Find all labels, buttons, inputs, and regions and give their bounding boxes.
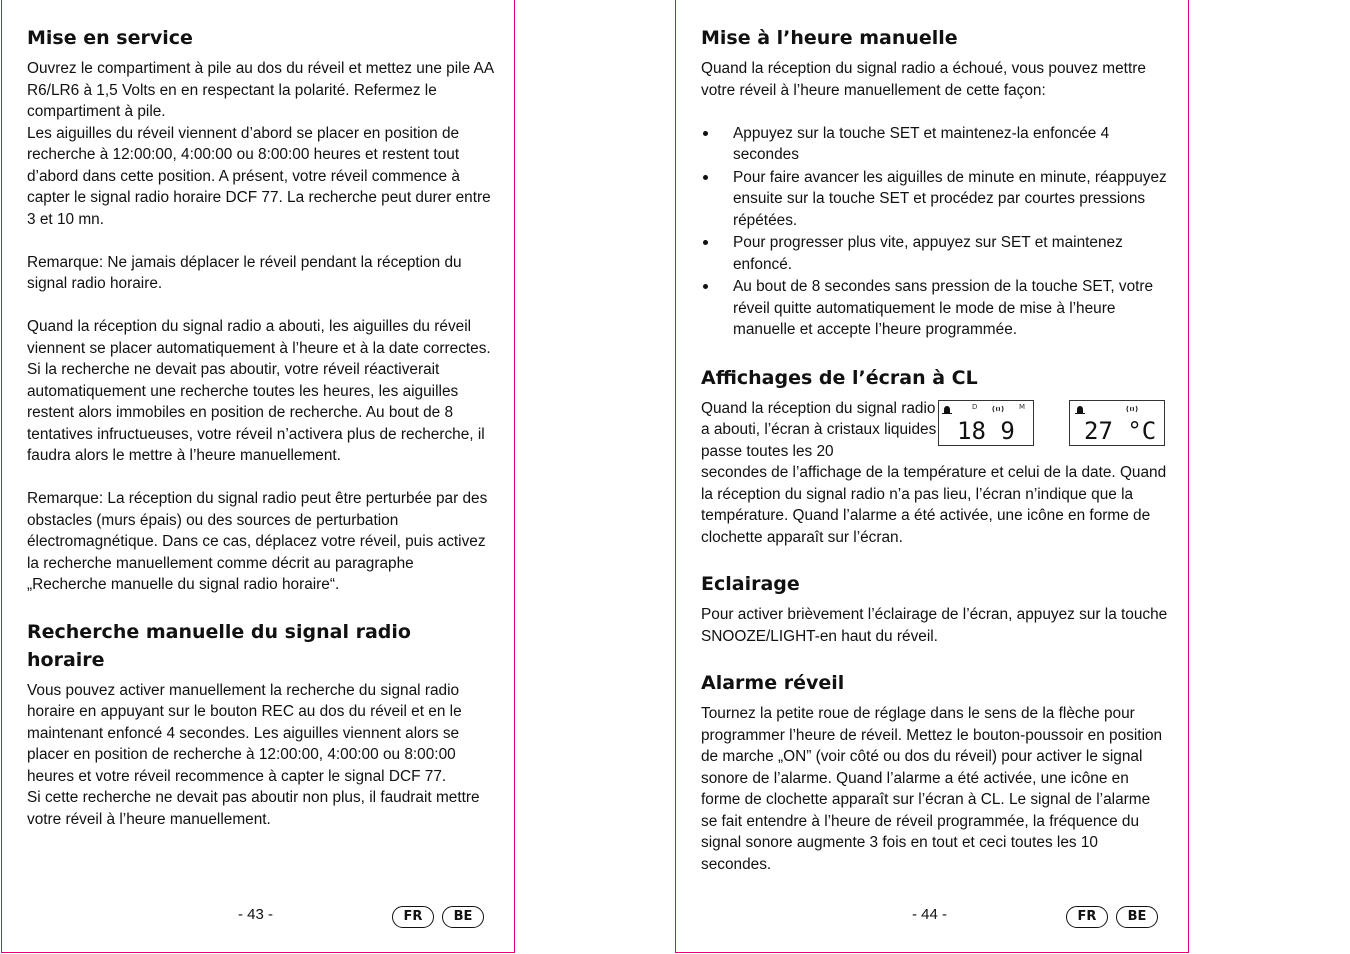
page-right [675, 0, 1189, 953]
paragraph: Si cette recherche ne devait pas aboutir non plus, il faudrait mettre votre réveil à l’heure manuellement. [27, 789, 480, 828]
list-item: Au bout de 8 secondes sans pression de la touche SET, votre réveil quitte automatiquement le mode de mise à l’heure manuelle et accepte l’heure programmée. [701, 276, 1169, 341]
bell-icon [942, 406, 952, 414]
heading-mise-a-l-heure: Mise à l’heure manuelle [701, 27, 958, 49]
lcd-label-d: D [972, 402, 978, 411]
paragraph: Ouvrez le compartiment à pile au dos du réveil et mettez une pile AA R6/LR6 à 1,5 Volts en en respectant la polarité. Refermez le compartiment à pile. [27, 60, 494, 120]
language-badge-fr: FR [1066, 906, 1108, 928]
lcd-section [701, 398, 1169, 463]
bullet-icon [703, 284, 708, 289]
paragraph: Les aiguilles du réveil viennent d’abord se placer en position de recherche à 12:00:00, 4:00:00 ou 8:00:00 heures et restent tout d’abord dans cette position. A présent, votre réveil commence à capter le signal radio horaire DCF 77. La recherche peut durer entre 3 et 10 mn. [27, 124, 491, 228]
lcd-label-m: M [1019, 402, 1026, 411]
bell-icon [1075, 406, 1085, 414]
lcd-date-display [938, 400, 1034, 446]
language-badge-be: BE [1116, 906, 1158, 928]
instruction-list [701, 123, 1169, 341]
page-right-content [701, 24, 1169, 875]
paragraph: Quand la réception du signal radio a abouti, l’écran à cristaux liquides passe toutes les 20 [701, 399, 937, 460]
heading-eclairage: Eclairage [701, 573, 800, 595]
radio-signal-icon [993, 406, 1003, 412]
bullet-icon [703, 175, 708, 180]
heading-recherche-manuelle: Recherche manuelle du signal radio horaire [27, 620, 411, 671]
paragraph: Pour activer brièvement l’éclairage de l’écran, appuyez sur la touche SNOOZE/LIGHT-en haut du réveil. [701, 606, 1168, 645]
paragraph: Tournez la petite roue de réglage dans le sens de la flèche pour programmer l’heure de réveil. Mettez le bouton-poussoir en position de marche „ON” (voir côté ou dos du réveil) pour activer le signal sonore de l’alarme. Quand l’alarme a été activée, une icône en forme de clochette apparaît sur l’écran à CL. Le signal de l’alarme se fait entendre à l’heure de réveil programmée, la fréquence du signal sonore augmente 3 fois en tout et ceci toutes les 10 secondes. [701, 705, 1163, 873]
paragraph: secondes de l’affichage de la température et celui de la date. Quand la réception du signal radio n’a pas lieu, l’écran n’indique que la température. Quand l’alarme a été activée, une icône en forme de clochette apparaît sur l’écran. [701, 464, 1167, 546]
radio-signal-icon [1127, 406, 1137, 412]
page-number: - 43 - [238, 906, 274, 923]
list-item: Pour faire avancer les aiguilles de minute en minute, réappuyez ensuite sur la touche SET et procédez par courtes pressions répétées. [701, 167, 1169, 232]
heading-alarme-reveil: Alarme réveil [701, 672, 845, 694]
paragraph: Quand la réception du signal radio a échoué, vous pouvez mettre votre réveil à l’heure manuellement de cette façon: [701, 60, 1146, 99]
note-warning: Remarque: Ne jamais déplacer le réveil pendant la réception du signal radio horaire. [27, 253, 462, 292]
note-label: Remarque: [27, 490, 104, 507]
lcd-temp-digits: 27 °C [1084, 416, 1157, 445]
page-number: - 44 - [912, 906, 948, 923]
language-badge-fr: FR [392, 906, 434, 928]
note-paragraph [27, 488, 495, 596]
bullet-icon [703, 240, 708, 245]
list-item: Pour progresser plus vite, appuyez sur SET et maintenez enfoncé. [701, 232, 1169, 275]
language-badge-be: BE [442, 906, 484, 928]
lcd-date-digits: 18 9 [957, 416, 1015, 445]
heading-affichages: Affichages de l’écran à CL [701, 366, 978, 389]
paragraph: Quand la réception du signal radio a abouti, les aiguilles du réveil viennent se placer automatiquement à l’heure et à la date correctes. Si la recherche ne devait pas aboutir, votre réveil réactiverait automatiquement une recherche toutes les heures, les aiguilles restent alors immobiles en position de recherche. Au bout de 8 tentatives infructueuses, votre réveil n’activera plus de recherche, il faudra alors le mettre à l’heure manuellement. [27, 318, 491, 464]
bullet-icon [703, 131, 708, 136]
page-left [1, 0, 515, 953]
note-text: La réception du signal radio peut être perturbée par des obstacles (murs épais) ou des sources de perturbation électromagnétique. Dans ce cas, déplacez votre réveil, puis activez la recherche manuellement comme décrit au paragraphe „Recherche manuelle du signal radio horaire“. [27, 490, 488, 593]
lcd-temp-display [1069, 400, 1165, 446]
paragraph: Vous pouvez activer manuellement la recherche du signal radio horaire en appuyant sur le bouton REC au dos du réveil et en le maintenant enfoncé 4 secondes. Les aiguilles viennent alors se placer en position de recherche à 12:00:00, 4:00:00 ou 8:00:00 heures et votre réveil recommence à capter le signal DCF 77. [27, 681, 462, 785]
heading-mise-en-service: Mise en service [27, 27, 193, 49]
page-left-content [27, 24, 495, 830]
list-item: Appuyez sur la touche SET et maintenez-la enfoncée 4 secondes [701, 123, 1169, 166]
